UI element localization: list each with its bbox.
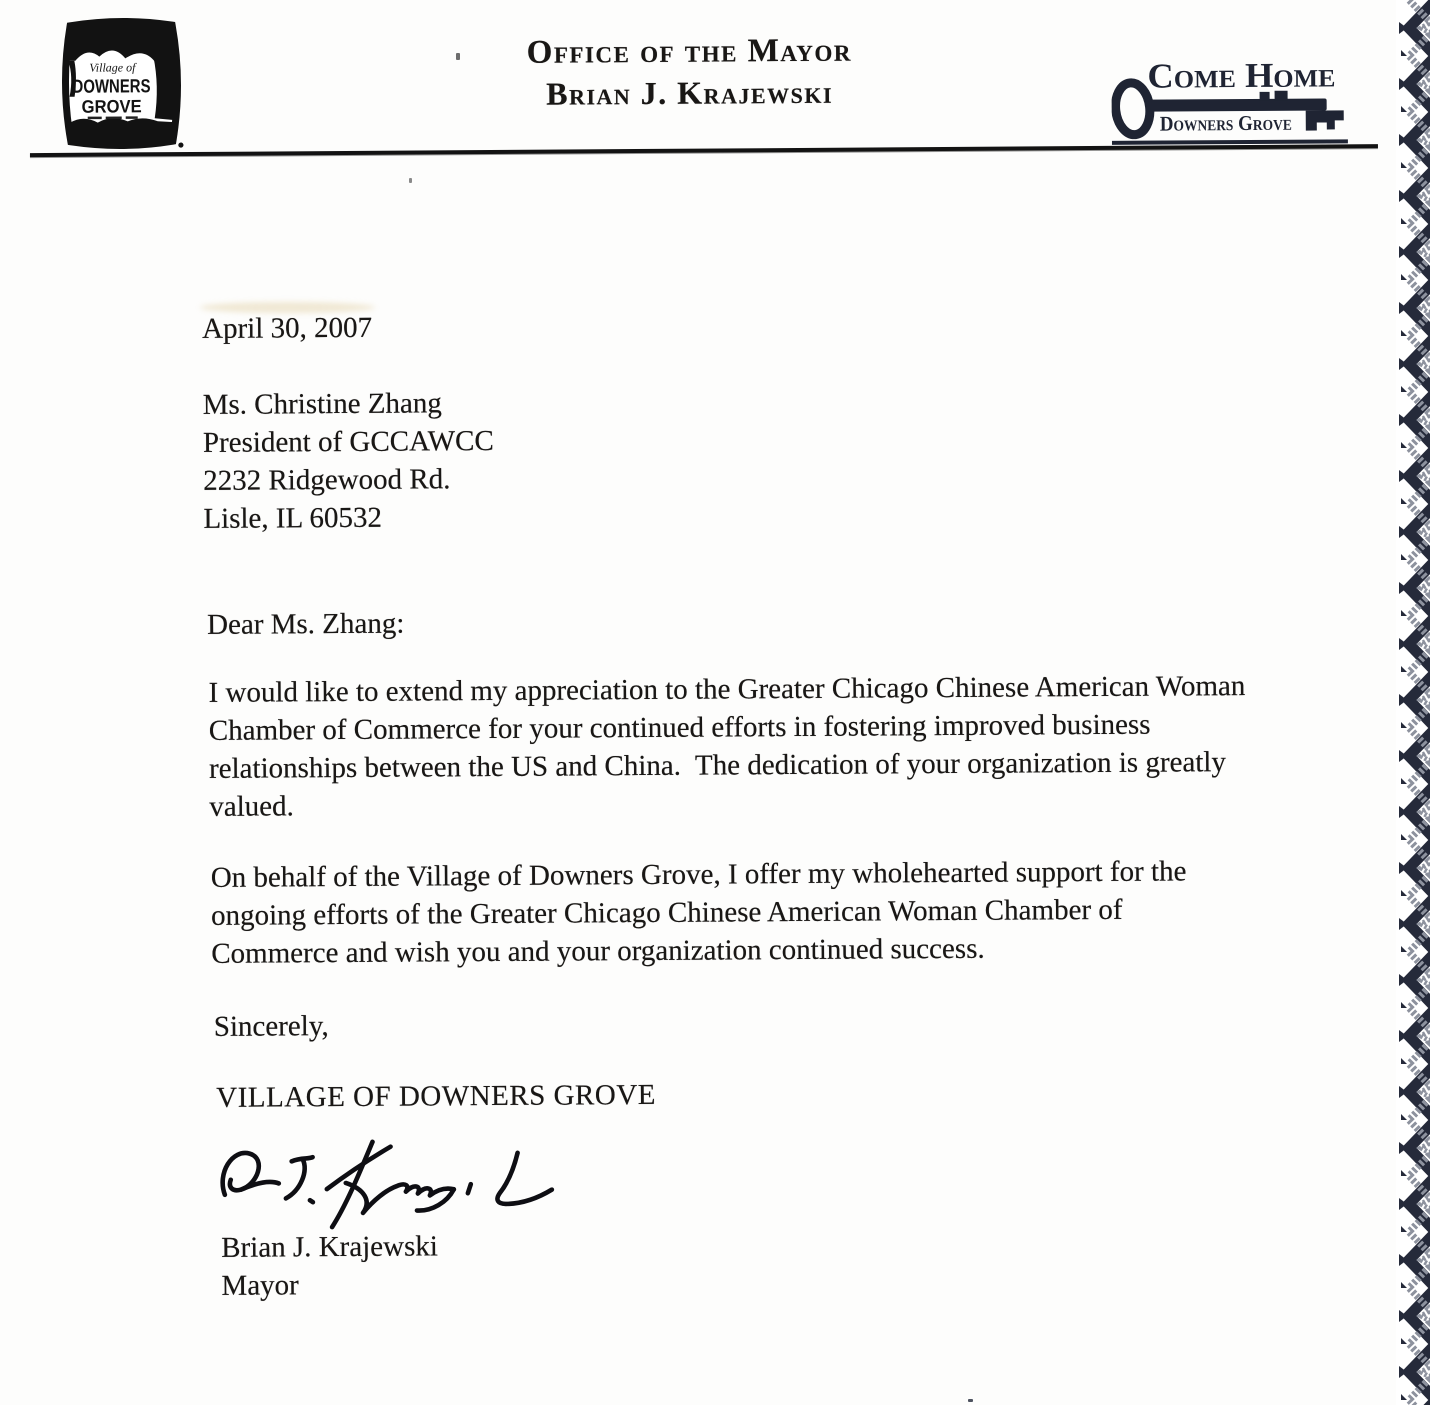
signer-block: [221, 1227, 438, 1304]
signer-name: Brian J. Krajewski: [221, 1230, 438, 1264]
village-seal-logo: [55, 16, 188, 151]
chevron-border-pattern: [1393, 0, 1430, 1405]
office-of-the-mayor-title: Office of the Mayor: [526, 32, 853, 71]
scan-speck: [456, 53, 460, 60]
closing: Sincerely,: [213, 1010, 329, 1043]
seal-village-of-text: Village of: [89, 60, 136, 75]
key-icon: [1111, 55, 1350, 147]
seal-motto-marks: [88, 116, 138, 119]
paragraph-line: Commerce and wish you and your organization continued success.: [211, 932, 985, 970]
recipient-address: [203, 384, 495, 538]
come-home-logo: [1111, 55, 1350, 147]
seal-downers-text: DOWNERS: [72, 76, 172, 98]
salutation: Dear Ms. Zhang:: [206, 607, 405, 641]
paragraph-1: [208, 667, 1246, 826]
mayor-name-header: Brian J. Krajewski: [546, 73, 834, 112]
signature-icon: [212, 1127, 558, 1241]
signer-title: Mayor: [221, 1269, 299, 1302]
recipient-street: 2232 Ridgewood Rd.: [203, 463, 451, 497]
scan-smudge: [200, 302, 375, 313]
registered-mark-dot: [178, 142, 183, 147]
recipient-city: Lisle, IL 60532: [203, 501, 383, 535]
paragraph-2: [211, 852, 1187, 972]
recipient-title: President of GCCAWCC: [202, 424, 494, 459]
letterhead-title: [479, 30, 900, 114]
paragraph-line: valued.: [209, 790, 294, 823]
paragraph-line: On behalf of the Village of Downers Grove, I offer my wholehearted support for the: [210, 855, 1187, 894]
paragraph-line: ongoing efforts of the Greater Chicago Chinese American Woman Chamber of: [210, 893, 1123, 932]
paragraph-line: I would like to extend my appreciation to the Greater Chicago Chinese American Woman: [208, 670, 1246, 709]
scan-speck: [409, 178, 412, 183]
letter-date: April 30, 2007: [202, 311, 373, 345]
paragraph-line: Chamber of Commerce for your continued efforts in fostering improved business: [208, 708, 1151, 747]
recipient-name: Ms. Christine Zhang: [202, 387, 442, 421]
scan-speck: [968, 1399, 973, 1402]
seal-grove-text: GROVE: [81, 96, 147, 117]
organization-name: VILLAGE OF DOWNERS GROVE: [216, 1078, 657, 1114]
header-divider: [30, 144, 1378, 157]
paragraph-line: relationships between the US and China. The dedication of your organization is greatly: [208, 746, 1227, 785]
village-seal-icon: [55, 16, 188, 151]
come-home-title: Come Home: [1147, 55, 1329, 96]
come-home-subtitle: Downers Grove: [1159, 110, 1307, 136]
